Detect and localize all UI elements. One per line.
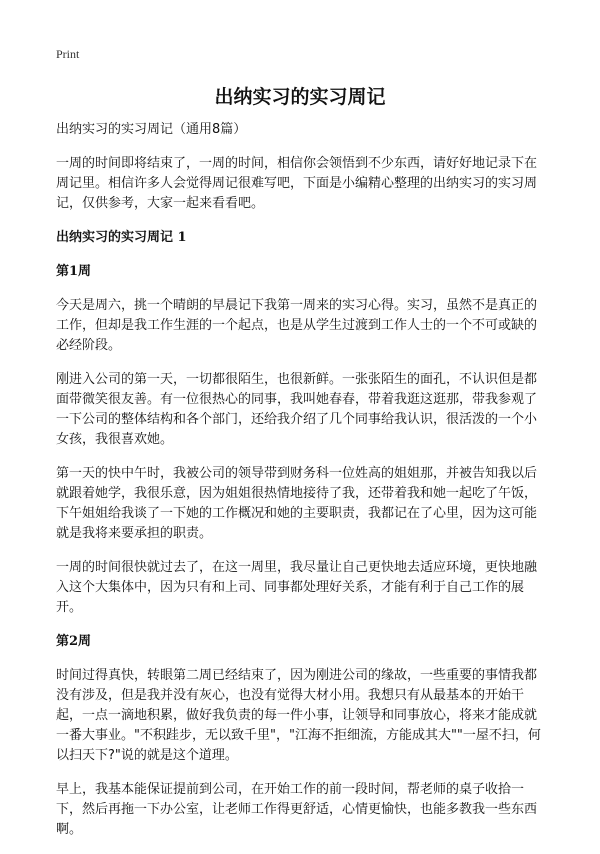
week1-heading: 第1周 xyxy=(56,264,92,279)
week1-paragraph-2: 刚进入公司的第一天，一切都很陌生，也很新鲜。一张张陌生的面孔，不认识但是都面带微笑很友善。有一位很热心的同事，我叫她春春，带着我逛这逛那，带我参观了一下公司的整体结构和各个部门，还给我介绍了几个同事给我认识，很活泼的一个小女孩，我很喜欢她。 xyxy=(56,372,538,447)
week2-heading: 第2周 xyxy=(56,634,92,649)
document-body xyxy=(56,120,546,854)
week1-paragraph-3: 第一天的快中午时，我被公司的领导带到财务科一位姓高的姐姐那，并被告知我以后就跟着她学，我很乐意，因为姐姐很热情地接待了我，还带着我和她一起吃了午饭，下午姐姐给我谈了一下她的工作概况和她的主要职责，我都记在了心里，因为这可能就是我将来要承担的职责。 xyxy=(56,466,538,541)
document-title: 出纳实习的实习周记 xyxy=(214,86,386,108)
intro-paragraph: 一周的时间即将结束了，一周的时间，相信你会领悟到不少东西，请好好地记录下在周记里。相信许多人会觉得周记很难写吧，下面是小编精心整理的出纳实习的实习周记，仅供参考，大家一起来看看吧。 xyxy=(56,156,538,211)
section-title: 出纳实习的实习周记 1 xyxy=(56,230,187,245)
week2-paragraph-1: 时间过得真快，转眼第二周已经结束了，因为刚进公司的缘故，一些重要的事情我都没有涉及，但是我并没有灰心，也没有觉得大材小用。我想只有从最基本的开始干起，一点一滴地积累，做好我负责的每一件小事，让领导和同事放心，将来才能成就一番大事业。"不积跬步，无以致千里"，"江海不拒细流，方能成其大""一屋不扫，何以扫天下?"说的就是这个道理。 xyxy=(56,668,541,763)
print-link[interactable]: Print xyxy=(56,47,80,61)
week1-paragraph-4: 一周的时间很快就过去了，在这一周里，我尽量让自己更快地去适应环境，更快地融入这个大集体中，因为只有和上司、同事都处理好关系，才能有利于自己工作的展开。 xyxy=(56,560,538,615)
document-subtitle: 出纳实习的实习周记（通用8篇） xyxy=(56,122,247,137)
week2-paragraph-2: 早上，我基本能保证提前到公司，在开始工作的前一段时间，帮老师的桌子收拾一下，然后再拖一下办公室，让老师工作得更舒适，心情更愉快，也能多教我一些东西啊。 xyxy=(56,782,538,837)
week1-paragraph-1: 今天是周六，挑一个晴朗的早晨记下我第一周来的实习心得。实习，虽然不是真正的工作，但却是我工作生涯的一个起点，也是从学生过渡到工作人士的一个不可或缺的必经阶段。 xyxy=(56,298,538,353)
